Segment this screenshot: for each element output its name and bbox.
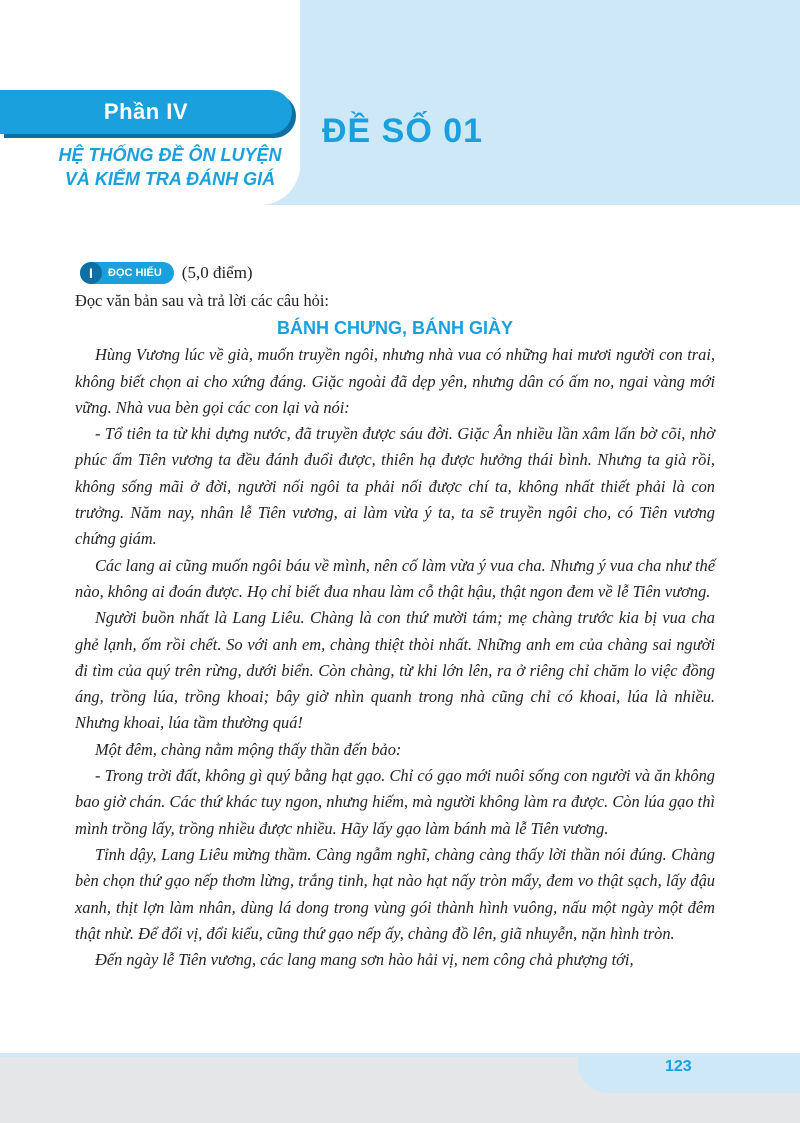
part-label-pill <box>0 90 292 134</box>
exam-title: ĐỀ SỐ 01 <box>322 112 484 150</box>
story-paragraph: Các lang ai cũng muốn ngôi báu về mình, nên cố làm vừa ý vua cha. Nhưng ý vua cha như thế nào, không ai đoán được. Họ chỉ biết đua nhau làm cỗ thật hậu, thật ngon đem về lễ Tiên vương. <box>75 555 715 601</box>
part-subtitle <box>40 143 300 191</box>
story-paragraph: - Trong trời đất, không gì quý bằng hạt gạo. Chỉ có gạo mới nuôi sống con người và ăn không bao giờ chán. Các thứ khác tuy ngon, nhưng hiếm, mà người không làm ra được. Còn lúa gạo thì mình trồng lấy, trồng nhiều được nhiều. Hãy lấy gạo làm bánh mà lễ Tiên vương. <box>75 766 715 838</box>
section-heading <box>80 262 253 284</box>
story-paragraph: Người buồn nhất là Lang Liêu. Chàng là con thứ mười tám; mẹ chàng trước kia bị vua cha ghẻ lạnh, ốm rồi chết. So với anh em, chàng thiệt thòi nhất. Những anh em của chàng sai người đi tìm của quý trên rừng, dưới biển. Còn chàng, từ khi lớn lên, ra ở riêng chỉ chăm lo việc đồng áng, trồng lúa, trồng khoai; bây giờ nhìn quanh trong nhà cũng chỉ có khoai, lúa là nhiều. Nhưng khoai, lúa tầm thường quá! <box>75 608 715 733</box>
section-label: ĐỌC HIỂU <box>108 267 162 279</box>
reading-content <box>75 288 715 973</box>
story-title: BÁNH CHƯNG, BÁNH GIÀY <box>277 318 513 339</box>
part-subtitle-line1: HỆ THỐNG ĐỀ ÔN LUYỆN <box>58 145 282 165</box>
story-paragraph: Tỉnh dậy, Lang Liêu mừng thầm. Càng ngẫm nghĩ, chàng càng thấy lời thần nói đúng. Chàng bèn chọn thứ gạo nếp thơm lừng, trắng tinh, hạt nào hạt nấy tròn mẩy, đem vo thật sạch, lấy đậu xanh, thịt lợn làm nhân, dùng lá dong trong vùng gói thành hình vuông, nấu một ngày một đêm thật nhừ. Để đổi vị, đổi kiểu, cũng thứ gạo nếp ấy, chàng đồ lên, giã nhuyễn, nặn hình tròn. <box>75 844 715 943</box>
section-number: I <box>80 262 102 284</box>
story-paragraph: Đến ngày lễ Tiên vương, các lang mang sơn hào hải vị, nem công chả phượng tới, <box>95 950 634 970</box>
part-label: Phần IV <box>103 99 189 124</box>
section-points: (5,0 điểm) <box>181 263 253 282</box>
instruction-text: Đọc văn bản sau và trả lời các câu hỏi: <box>75 291 329 310</box>
section-badge <box>80 262 174 284</box>
part-subtitle-line2: VÀ KIỂM TRA ĐÁNH GIÁ <box>64 169 276 189</box>
page-number: 123 <box>665 1058 692 1075</box>
story-paragraph: - Tổ tiên ta từ khi dựng nước, đã truyền được sáu đời. Giặc Ân nhiều lần xâm lấn bờ cõi, nhờ phúc ấm Tiên vương ta đều đánh đuổi được, thiên hạ được hưởng thái bình. Nhưng ta già rồi, không sống mãi ở đời, người nối ngôi ta phải nối được chí ta, không nhất thiết phải là con trưởng. Năm nay, nhân lễ Tiên vương, ai làm vừa ý ta, ta sẽ truyền ngôi cho, có Tiên vương chứng giám. <box>75 424 715 549</box>
story-paragraph: Hùng Vương lúc về già, muốn truyền ngôi, nhưng nhà vua có những hai mươi người con trai, không biết chọn ai cho xứng đáng. Giặc ngoài đã dẹp yên, nhưng dân có ấm no, ngai vàng mới vững. Nhà vua bèn gọi các con lại và nói: <box>75 345 715 417</box>
story-paragraph: Một đêm, chàng nằm mộng thấy thần đến bảo: <box>95 739 402 759</box>
